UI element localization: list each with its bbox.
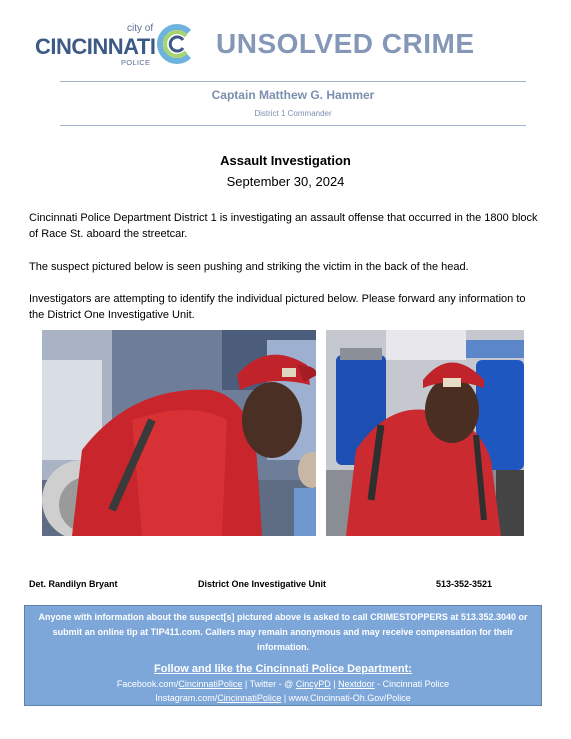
case-title: Assault Investigation bbox=[220, 153, 351, 168]
instagram-link[interactable]: CincinnatiPolice bbox=[217, 693, 282, 703]
header-divider-top bbox=[60, 81, 526, 82]
crimestoppers-footer bbox=[24, 605, 542, 706]
logo-c-mark-icon bbox=[153, 22, 197, 66]
investigative-unit: District One Investigative Unit bbox=[198, 579, 327, 589]
cincinnati-police-logo bbox=[35, 22, 205, 70]
contact-phone: 513-352-3521 bbox=[436, 579, 493, 589]
instagram-prefix: Instagram.com/ bbox=[155, 693, 218, 703]
detective-name: Det. Randilyn Bryant bbox=[29, 579, 118, 589]
suspect-photo-2-image bbox=[326, 330, 524, 536]
separator: | bbox=[330, 679, 339, 689]
page-title: UNSOLVED CRIME bbox=[216, 28, 475, 59]
facebook-link[interactable]: CincinnatiPolice bbox=[178, 679, 243, 689]
suspect-photo-2 bbox=[326, 330, 524, 536]
logo-name-text: CINCINNATI bbox=[35, 34, 156, 59]
captain-name: Captain Matthew G. Hammer bbox=[211, 88, 375, 102]
case-date: September 30, 2024 bbox=[226, 174, 345, 189]
twitter-prefix: | Twitter - @ bbox=[242, 679, 296, 689]
nextdoor-link[interactable]: Nextdoor bbox=[338, 679, 375, 689]
logo-city-text: city of bbox=[127, 23, 154, 34]
nextdoor-suffix: - Cincinnati Police bbox=[374, 679, 450, 689]
website-link[interactable]: | www.Cincinnati-Oh.Gov/Police bbox=[281, 693, 411, 703]
crimestoppers-notice: Anyone with information about the suspect[s] pictured above is asked to call CRIMESTOPPERS at 513.352.3040 or submit an online tip at TIP411.com. Callers may remain anonymous and may receive compensation for their information. bbox=[38, 612, 528, 652]
suspect-photo-1 bbox=[42, 330, 316, 536]
paragraph-suspect-action: The suspect pictured below is seen pushing and striking the victim in the back of the head. bbox=[29, 261, 469, 273]
logo-police-text: POLICE bbox=[121, 58, 151, 67]
follow-heading: Follow and like the Cincinnati Police Department: bbox=[154, 663, 412, 675]
commander-title: District 1 Commander bbox=[254, 109, 332, 118]
suspect-photo-1-image bbox=[42, 330, 316, 536]
paragraph-request: Investigators are attempting to identify the individual pictured below. Please forward any information to the District One Investigative Unit. bbox=[29, 293, 526, 321]
twitter-link[interactable]: CincyPD bbox=[295, 679, 331, 689]
facebook-prefix: Facebook.com/ bbox=[116, 679, 179, 689]
social-links-line-1 bbox=[25, 679, 541, 689]
paragraph-incident: Cincinnati Police Department District 1 is investigating an assault offense that occurred in the 1800 block of Race St. aboard the streetcar. bbox=[29, 212, 538, 240]
header-divider-bottom bbox=[60, 125, 526, 126]
social-links-line-2 bbox=[25, 693, 541, 703]
